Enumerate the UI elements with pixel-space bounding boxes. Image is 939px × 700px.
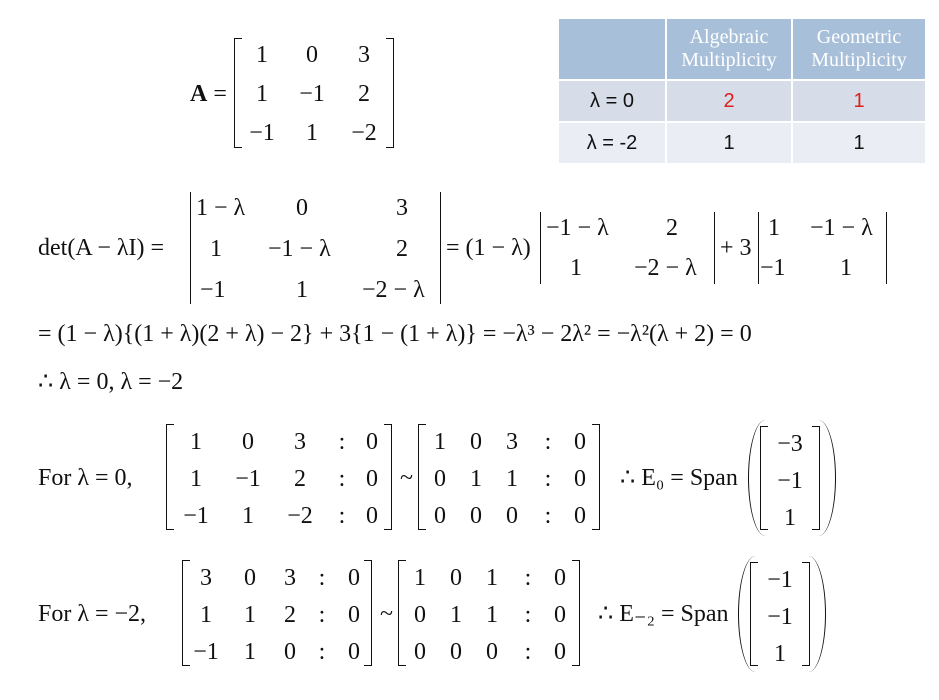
case2-augmented-matrix [182, 560, 372, 666]
expansion-coeff-1: = (1 − λ) [446, 235, 531, 261]
table-row [558, 80, 926, 122]
matrix-cell: 3 [200, 565, 212, 591]
table-corner [558, 18, 666, 80]
matrix-cell: : [544, 503, 552, 529]
case0-span-label: ∴ E₀ = Span [620, 465, 738, 491]
matrix-cell: 0 [434, 503, 446, 529]
matrix-cell: −3 [777, 431, 803, 457]
det-cell: 1 [296, 277, 308, 303]
matrix-a-label: A = [190, 81, 227, 107]
minor-cell: −1 [760, 255, 786, 281]
row-label: λ = -2 [558, 122, 666, 164]
matrix-cell: 0 [284, 639, 296, 665]
matrix-cell: 0 [414, 602, 426, 628]
matrix-cell: 1 [774, 641, 786, 667]
matrix-cell: 1 [244, 602, 256, 628]
det-cell: 1 [210, 236, 222, 262]
matrix-cell: : [338, 466, 346, 492]
det-cell: −1 [200, 277, 226, 303]
matrix-cell: 0 [366, 503, 378, 529]
expansion-coeff-2: + 3 [720, 235, 752, 261]
matrix-cell: : [318, 639, 326, 665]
matrix-cell: 1 [450, 602, 462, 628]
matrix-cell: −1 [767, 604, 793, 630]
matrix-cell: : [338, 429, 346, 455]
case2-eigenvector [750, 562, 810, 666]
matrix-cell: 3 [506, 429, 518, 455]
matrix-cell: −2 [287, 503, 313, 529]
matrix-cell: 0 [450, 639, 462, 665]
det-cell: −2 − λ [362, 277, 425, 303]
minor-cell: 2 [666, 215, 678, 241]
det-cell: 3 [396, 195, 408, 221]
matrix-cell: 1 [190, 466, 202, 492]
minor-cell: 1 [570, 255, 582, 281]
case0-label: For λ = 0, [38, 465, 133, 491]
algebraic-value: 1 [666, 122, 792, 164]
minor-cell: −1 − λ [810, 215, 873, 241]
multiplicity-table [557, 17, 927, 165]
matrix-cell: 1 [306, 120, 318, 146]
matrix-cell: 0 [554, 602, 566, 628]
matrix-cell: 0 [434, 466, 446, 492]
matrix-cell: 1 [190, 429, 202, 455]
matrix-cell: 0 [486, 639, 498, 665]
matrix-cell: 1 [434, 429, 446, 455]
matrix-cell: 2 [294, 466, 306, 492]
case0-tilde: ~ [400, 465, 413, 491]
matrix-cell: 1 [256, 42, 268, 68]
matrix-cell: 1 [414, 565, 426, 591]
matrix-cell: 3 [284, 565, 296, 591]
matrix-cell: 1 [506, 466, 518, 492]
det-cell: 1 − λ [196, 195, 246, 221]
case0-eigenvector [760, 426, 820, 530]
matrix-cell: 0 [348, 565, 360, 591]
case0-augmented-matrix [166, 424, 392, 530]
matrix-cell: 0 [366, 466, 378, 492]
det-cell: 0 [296, 195, 308, 221]
geometric-value: 1 [792, 122, 926, 164]
matrix-cell: : [318, 602, 326, 628]
matrix-cell: 2 [358, 81, 370, 107]
matrix-cell: −1 [235, 466, 261, 492]
matrix-cell: 1 [784, 505, 796, 531]
det-cell: 2 [396, 236, 408, 262]
det-cell: −1 − λ [268, 236, 331, 262]
matrix-cell: 2 [284, 602, 296, 628]
matrix-cell: : [318, 565, 326, 591]
matrix-cell: : [338, 503, 346, 529]
matrix-cell: 1 [486, 602, 498, 628]
matrix-cell: : [524, 602, 532, 628]
matrix-cell: −1 [777, 468, 803, 494]
matrix-cell: 0 [554, 565, 566, 591]
matrix-cell: 1 [486, 565, 498, 591]
matrix-cell: 0 [414, 639, 426, 665]
minor-cell: 1 [840, 255, 852, 281]
matrix-cell: 3 [294, 429, 306, 455]
minor-cell: 1 [768, 215, 780, 241]
geometric-value: 1 [792, 80, 926, 122]
matrix-cell: 0 [306, 42, 318, 68]
matrix-cell: 3 [358, 42, 370, 68]
minor-cell: −1 − λ [546, 215, 609, 241]
matrix-cell: 0 [470, 503, 482, 529]
minor-cell: −2 − λ [634, 255, 697, 281]
header-algebraic: Algebraic Multiplicity [666, 18, 792, 80]
matrix-cell: 0 [348, 602, 360, 628]
matrix-cell: : [544, 466, 552, 492]
matrix-cell: 1 [256, 81, 268, 107]
matrix-cell: 0 [366, 429, 378, 455]
matrix-cell: −1 [299, 81, 325, 107]
matrix-cell: 1 [470, 466, 482, 492]
matrix-cell: : [524, 639, 532, 665]
expansion-line: = (1 − λ){(1 + λ)(2 + λ) − 2} + 3{1 − (1 + λ)} = −λ³ − 2λ² = −λ²(λ + 2) = 0 [38, 321, 752, 347]
matrix-cell: 0 [554, 639, 566, 665]
matrix-cell: : [544, 429, 552, 455]
case2-tilde: ~ [380, 601, 393, 627]
matrix-cell: : [524, 565, 532, 591]
matrix-cell: −1 [767, 567, 793, 593]
case2-label: For λ = −2, [38, 601, 147, 627]
matrix-cell: −2 [351, 120, 377, 146]
roots-line: ∴ λ = 0, λ = −2 [38, 369, 184, 395]
matrix-cell: 0 [506, 503, 518, 529]
matrix-a [234, 38, 394, 148]
matrix-cell: 0 [450, 565, 462, 591]
matrix-cell: 0 [470, 429, 482, 455]
case2-span-label: ∴ E₋₂ = Span [598, 601, 729, 627]
matrix-cell: −1 [183, 503, 209, 529]
matrix-cell: −1 [193, 639, 219, 665]
matrix-cell: 0 [242, 429, 254, 455]
matrix-cell: 0 [574, 466, 586, 492]
header-geometric: Geometric Multiplicity [792, 18, 926, 80]
matrix-cell: 1 [244, 639, 256, 665]
det-lhs: det(A − λI) = [38, 235, 165, 261]
matrix-cell: 1 [200, 602, 212, 628]
algebraic-value: 2 [666, 80, 792, 122]
matrix-cell: 0 [574, 503, 586, 529]
matrix-cell: 0 [244, 565, 256, 591]
table-row [558, 122, 926, 164]
matrix-cell: 0 [348, 639, 360, 665]
matrix-cell: 1 [242, 503, 254, 529]
case2-rref-matrix [398, 560, 580, 666]
case0-rref-matrix [418, 424, 600, 530]
matrix-cell: 0 [574, 429, 586, 455]
row-label: λ = 0 [558, 80, 666, 122]
matrix-cell: −1 [249, 120, 275, 146]
